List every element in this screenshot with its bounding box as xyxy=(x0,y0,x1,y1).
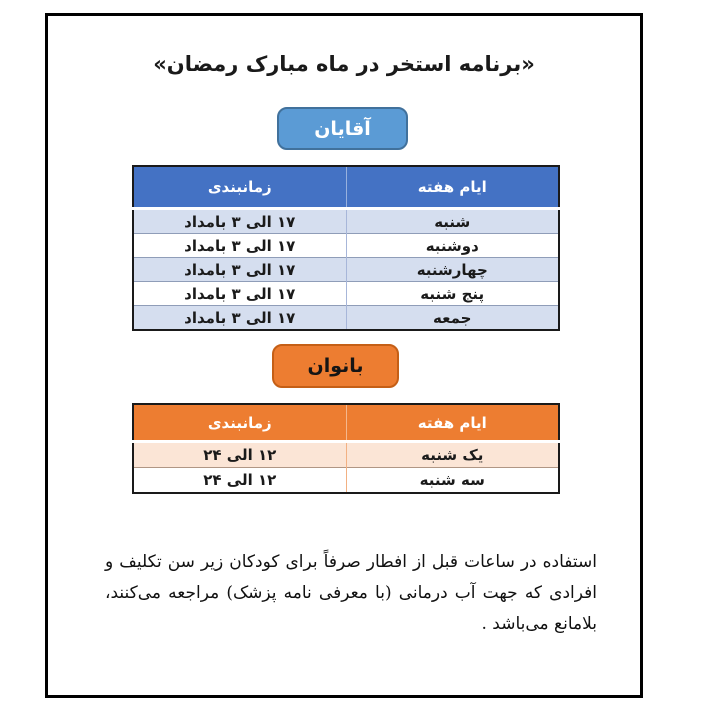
table-row xyxy=(133,468,559,494)
women-time-cell: ۱۲ الی ۲۴ xyxy=(133,442,346,468)
men-day-cell: چهارشنبه xyxy=(346,258,559,282)
men-table-header-row xyxy=(133,166,559,209)
men-header-days: ایام هفته xyxy=(346,166,559,209)
men-time-cell: ۱۷ الی ۳ بامداد xyxy=(133,234,346,258)
footnote-line: استفاده در ساعات قبل از افطار صرفاً برای کودکان زیر سن تکلیف و xyxy=(105,552,597,572)
women-day-cell: یک شنبه xyxy=(346,442,559,468)
men-day-cell: جمعه xyxy=(346,306,559,331)
table-row xyxy=(133,209,559,234)
women-table-header-row xyxy=(133,404,559,442)
men-day-cell: دوشنبه xyxy=(346,234,559,258)
women-section-button[interactable]: بانوان xyxy=(272,344,399,388)
page-title: «برنامه استخر در ماه مبارک رمضان» xyxy=(153,52,535,76)
men-day-cell: پنج شنبه xyxy=(346,282,559,306)
women-header-timing: زمانبندی xyxy=(133,404,346,442)
women-day-cell: سه شنبه xyxy=(346,468,559,494)
footnote-line: بلامانع می‌باشد . xyxy=(481,614,597,634)
table-row xyxy=(133,306,559,331)
men-day-cell: شنبه xyxy=(346,209,559,234)
men-schedule-table xyxy=(132,165,560,331)
women-time-cell: ۱۲ الی ۲۴ xyxy=(133,468,346,494)
women-header-days: ایام هفته xyxy=(346,404,559,442)
footnote-paragraph xyxy=(105,547,597,640)
men-time-cell: ۱۷ الی ۳ بامداد xyxy=(133,209,346,234)
table-row xyxy=(133,282,559,306)
footnote-line: افرادی که جهت آب درمانی (با معرفی نامه پزشک) مراجعه می‌کنند، xyxy=(105,583,597,603)
men-time-cell: ۱۷ الی ۳ بامداد xyxy=(133,258,346,282)
men-time-cell: ۱۷ الی ۳ بامداد xyxy=(133,306,346,331)
men-header-timing: زمانبندی xyxy=(133,166,346,209)
table-row xyxy=(133,442,559,468)
table-row xyxy=(133,258,559,282)
men-time-cell: ۱۷ الی ۳ بامداد xyxy=(133,282,346,306)
women-schedule-table xyxy=(132,403,560,494)
table-row xyxy=(133,234,559,258)
men-section-button[interactable]: آقایان xyxy=(277,107,408,150)
